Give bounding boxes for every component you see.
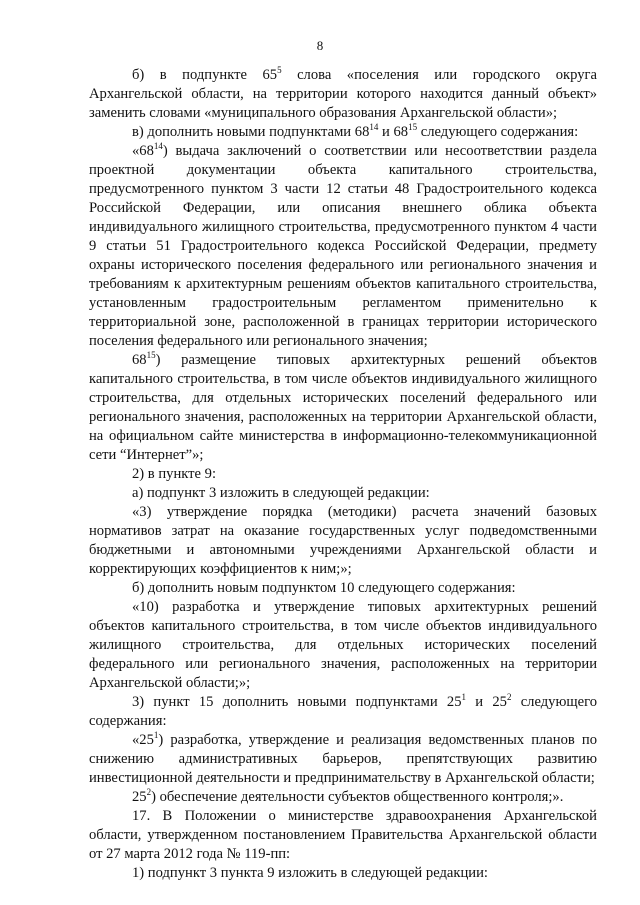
text-run: ) разработка, утверждение и реализация ведомственных планов по снижению административных барьеров, препятствующих развитию инвестиционной деятельности и предпринимательству в Архангельской области; (89, 732, 597, 786)
text-run: «3) утверждение порядка (методики) расчета значений базовых нормативов затрат на оказание государственных услуг подведомственными бюджетными и автономными учреждениями Архангельской области и корректирующих коэффициентов к ним;»; (89, 504, 597, 577)
superscript: 2 (506, 692, 512, 703)
superscript: 5 (277, 65, 282, 76)
superscript: 14 (153, 141, 163, 152)
paragraph (89, 788, 597, 807)
superscript: 2 (146, 787, 152, 798)
text-run: «25 (132, 732, 154, 748)
paragraph (89, 731, 597, 788)
text-run: ) обеспечение деятельности субъектов общественного контроля;». (151, 789, 564, 805)
superscript: 1 (153, 730, 159, 741)
superscript: 15 (146, 350, 156, 361)
document-body (89, 66, 597, 883)
paragraph (89, 864, 597, 883)
text-run: 2) в пункте 9: (132, 466, 217, 482)
paragraph (89, 807, 597, 864)
text-run: «10) разработка и утверждение типовых архитектурных решений объектов капитального строительства, в том числе объектов индивидуального жилищного строительства, для отдельных исторических поселений федерального или регионального значения, расположенных на территории Архангельской области;»; (89, 599, 597, 691)
text-run: б) дополнить новым подпунктом 10 следующего содержания: (132, 580, 516, 596)
paragraph (89, 598, 597, 693)
paragraph (89, 351, 597, 465)
text-run: 1) подпункт 3 пункта 9 изложить в следующей редакции: (132, 865, 488, 881)
paragraph (89, 484, 597, 503)
text-run: «68 (132, 143, 154, 159)
paragraph (89, 142, 597, 351)
superscript: 15 (408, 122, 418, 133)
text-run: и 68 (378, 124, 409, 140)
paragraph (89, 693, 597, 731)
text-run: следующего содержания: (417, 124, 579, 140)
text-run: 25 (132, 789, 147, 805)
paragraph (89, 465, 597, 484)
text-run: ) выдача заключений о соответствии или несоответствии раздела проектной документации объекта капитального строительства, предусмотренного пунктом 3 части 12 статьи 48 Градостроительного кодекса Российской Федерации, или описания внешнего облика объекта индивидуального жилищного строительства, предусмотренного пунктом 4 части 9 статьи 51 Градостроительного кодекса Российской Федерации, предмету охраны исторического поселения федерального или регионального значения и требованиям к архитектурным решениям объектов капитального строительства, установленным градостроительным регламентом применительно к территориальной зоне, расположенной в границах территории исторического поселения федерального или регионального значения; (89, 143, 597, 349)
text-run: слова «поселения или городского округа Архангельской области, на территории которого находится данный объект» заменить словами «муниципального образования Архангельской области»; (89, 67, 598, 121)
text-run: следующего содержания: (89, 694, 597, 729)
paragraph (89, 123, 597, 142)
paragraph (89, 579, 597, 598)
paragraph (89, 66, 597, 123)
text-run: 68 (132, 352, 147, 368)
text-run: в) дополнить новыми подпунктами 68 (132, 124, 370, 140)
text-run: и 25 (466, 694, 507, 710)
text-run: а) подпункт 3 изложить в следующей редакции: (132, 485, 430, 501)
text-run: 17. В Положении о министерстве здравоохранения Архангельской области, утвержденном постановлением Правительства Архангельской области от 27 марта 2012 года № 119-пп: (89, 808, 597, 862)
text-run: ) размещение типовых архитектурных решений объектов капитального строительства, в том числе объектов индивидуального жилищного строительства, для отдельных исторических поселений федерального или регионального значения, расположенных на территории Архангельской области, на официальном сайте министерства в информационно-телекоммуникационной сети “Интернет”»; (89, 352, 597, 463)
page-number: 8 (316, 38, 324, 53)
text-run: б) в подпункте 65 (132, 67, 278, 83)
paragraph (89, 503, 597, 579)
text-run: 3) пункт 15 дополнить новыми подпунктами 25 (132, 694, 462, 710)
superscript: 14 (369, 122, 379, 133)
superscript: 1 (461, 692, 467, 703)
